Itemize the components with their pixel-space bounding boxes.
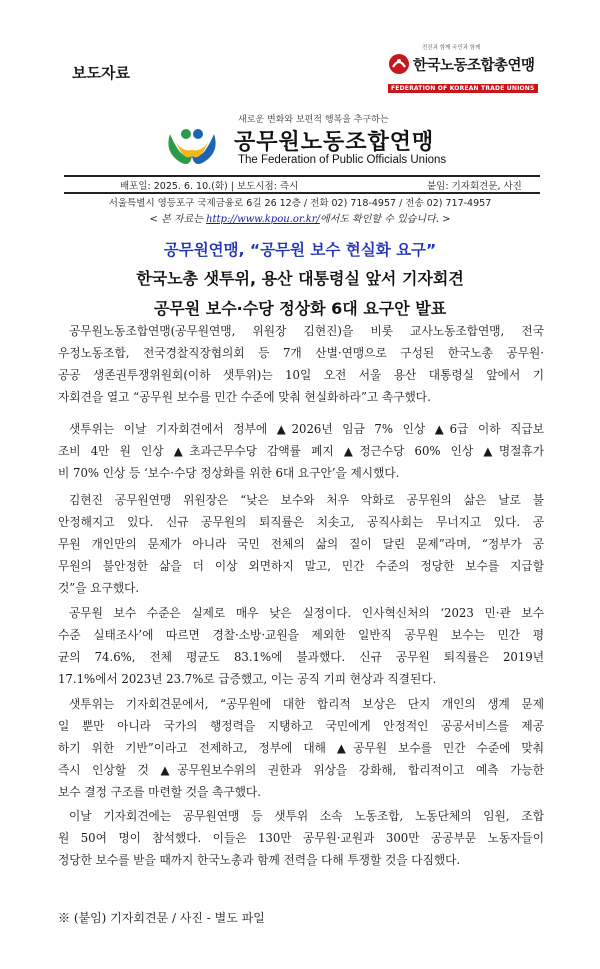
org-emblem-icon bbox=[162, 122, 222, 170]
body-paragraph-2 bbox=[58, 419, 544, 485]
attachments-note: 붙임: 기자회견문, 사진 bbox=[427, 181, 522, 192]
fktu-name: 한국노동조합총연맹 bbox=[413, 57, 535, 74]
subheadline-2: 공무원 보수·수당 정상화 6대 요구안 발표 bbox=[153, 299, 447, 318]
fktu-english-name: FEDERATION OF KOREAN TRADE UNIONS bbox=[388, 84, 538, 93]
body-line: 수준 실태조사’에 따르면 경찰·소방·교원을 제외한 일반직 공무원 보수는 민간 평 bbox=[58, 627, 544, 642]
body-line: 균의 74.6%, 전체 평균도 83.1%에 불과했다. 신규 공무원 퇴직률은 2019년 bbox=[58, 649, 544, 664]
org-english-name: The Federation of Public Officials Unions bbox=[238, 154, 447, 166]
website-notice-prefix: < 본 자료는 bbox=[149, 214, 207, 225]
body-line: 17.1%에서 2023년 23.7%로 급증했고, 이는 공직 기피 현상과 직결된다. bbox=[58, 671, 437, 686]
contact-address: 서울특별시 영등포구 국제금융로 6길 26 12층 / 전화 02) 718-4957 / 전송 02) 717-4957 bbox=[108, 198, 492, 209]
body-line: 자회견을 열고 “공무원 보수를 민간 수준에 맞춰 현실화하라”고 촉구했다. bbox=[58, 389, 431, 404]
body-line: 원 50여 명이 참석했다. 이들은 130만 공무원·교원과 300만 공공부문 노동자들이 bbox=[58, 830, 544, 845]
body-line: 샛투위는 기자회견문에서, “공무원에 대한 합리적 보상은 단지 개인의 생계 문제 bbox=[69, 697, 544, 711]
body-line: 정당한 보수를 받을 때까지 한국노총과 함께 전력을 다해 투쟁할 것을 다짐했다. bbox=[58, 852, 461, 867]
press-release-label: 보도자료 bbox=[72, 64, 130, 82]
body-line: 샛투위는 이날 기자회견에서 정부에 ▲2026년 임금 7% 인상 ▲6급 이하 직급보 bbox=[69, 422, 544, 436]
fktu-logo-block bbox=[388, 44, 548, 94]
attachment-note: ※ (붙임) 기자회견문 / 사진 - 별도 파일 bbox=[58, 911, 265, 925]
fktu-tagline: 전진과 함께 국민과 함께 bbox=[422, 45, 481, 51]
body-line: 우정노동조합, 전국경찰직장협의회 등 7개 산별·연맹으로 구성된 한국노총 공무원· bbox=[58, 345, 544, 360]
subheadline-1: 한국노총 샛투위, 용산 대통령실 앞서 기자회견 bbox=[136, 269, 464, 288]
body-line: 무원의 불안정한 삶을 더 이상 외면하지 말고, 민간 수준의 정당한 보수를 지급할 bbox=[58, 558, 544, 573]
body-line: 일 뿐만 아니라 국가의 행정력을 지탱하고 국민에게 안정적인 공공서비스를 제공 bbox=[58, 718, 544, 733]
fktu-name-row bbox=[388, 53, 548, 75]
body-line: 김현진 공무원연맹 위원장은 “낮은 보수와 처우 악화로 공무원의 삶은 날로 불 bbox=[69, 493, 544, 507]
body-paragraph-4 bbox=[58, 603, 544, 691]
website-link[interactable]: http://www.kpou.or.kr/ bbox=[206, 214, 320, 225]
body-line: 공공 생존권투쟁위원회(이하 샛투위)는 10일 오전 서울 용산 대통령실 앞에서 기 bbox=[58, 367, 544, 382]
main-headline: 공무원연맹, “공무원 보수 현실화 요구” bbox=[163, 241, 437, 259]
body-line: 하기 위한 기반”이라고 전제하고, 정부에 대해 ▲공무원 보수를 민간 수준에 맞춰 bbox=[58, 740, 544, 755]
body-line: 것”을 요구했다. bbox=[58, 580, 140, 595]
divider-bottom bbox=[64, 192, 540, 194]
org-name: 공무원노동조합연맹 bbox=[234, 130, 435, 155]
release-date-timing: 배포일: 2025. 6. 10.(화) | 보도시점: 즉시 bbox=[120, 181, 299, 192]
body-paragraph-6 bbox=[58, 806, 544, 872]
fktu-emblem-icon bbox=[388, 53, 410, 75]
website-notice bbox=[0, 210, 600, 225]
body-line: 무원 개인만의 문제가 아니라 국민 전체의 삶의 질이 달린 문제”라며, “정부가 공 bbox=[58, 536, 544, 551]
body-line: 이날 기자회견에는 공무원연맹 등 샛투위 소속 노동조합, 노동단체의 임원, 조합 bbox=[69, 809, 544, 823]
body-line: 조비 4만 원 인상 ▲초과근무수당 감액률 폐지 ▲정근수당 60% 인상 ▲명절휴가 bbox=[58, 443, 544, 458]
body-line: 비 70% 인상 등 ‘보수·수당 정상화를 위한 6대 요구안’을 제시했다. bbox=[58, 465, 400, 480]
body-paragraph-5 bbox=[58, 694, 544, 803]
org-header bbox=[162, 112, 492, 174]
body-line: 즉시 인상할 것 ▲공무원보수위의 권한과 위상을 강화해, 합리적이고 예측 가능한 bbox=[58, 762, 544, 777]
body-line: 공무원 보수 수준은 실제로 매우 낮은 실정이다. 인사혁신처의 ‘2023 민·관 보수 bbox=[69, 606, 544, 620]
body-paragraph-1 bbox=[58, 321, 544, 409]
divider-top bbox=[64, 175, 540, 177]
website-notice-suffix: 에서도 확인할 수 있습니다. > bbox=[319, 214, 451, 225]
org-slogan: 새로운 변화와 보편적 행복을 추구하는 bbox=[238, 115, 389, 125]
body-line: 공무원노동조합연맹(공무원연맹, 위원장 김현진)을 비롯 교사노동조합연맹, 전국 bbox=[69, 324, 544, 338]
body-line: 보수 결정 구조를 마련할 것을 촉구했다. bbox=[58, 784, 261, 799]
body-line: 안정해지고 있다. 신규 공무원의 퇴직률은 치솟고, 공직사회는 무너지고 있다. 공 bbox=[58, 514, 544, 529]
body-paragraph-3 bbox=[58, 490, 544, 599]
